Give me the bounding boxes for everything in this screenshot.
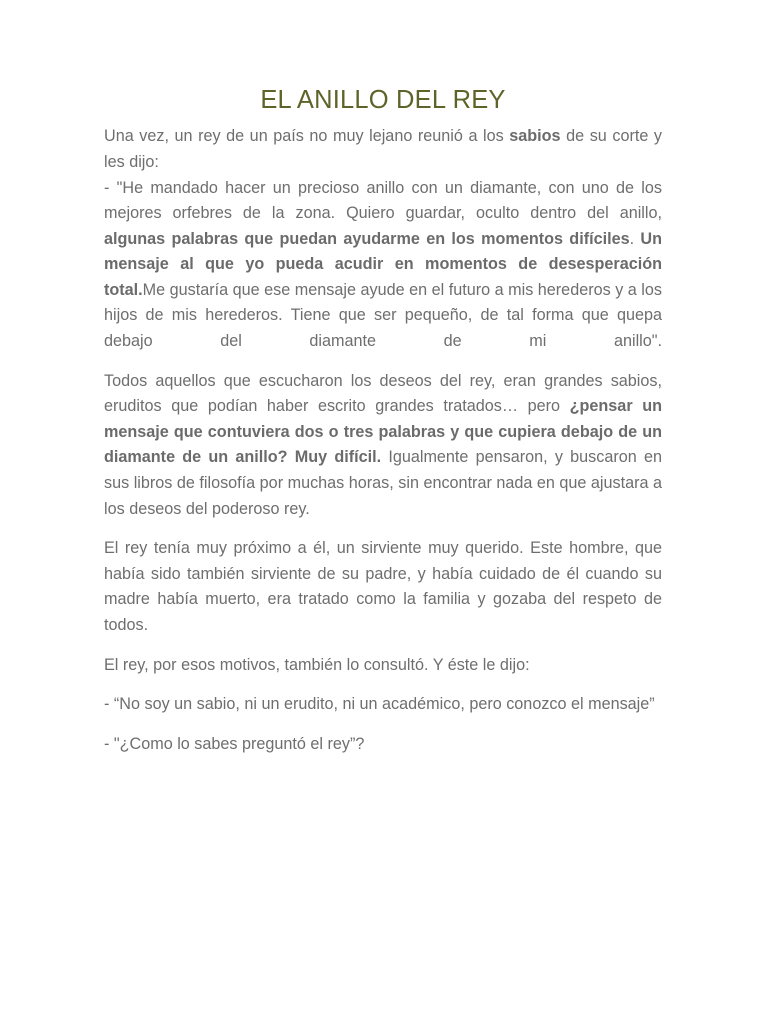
paragraph-king-request-bold-1: algunas palabras que puedan ayudarme en los momentos difíciles [104, 229, 630, 248]
paragraph-consult: El rey, por esos motivos, también lo consultó. Y éste le dijo: [104, 655, 530, 674]
paragraph-wise-men-bold: ¿pensar un mensaje que contuviera dos o tres palabras y que cupiera debajo de un diamante de un anillo? Muy difícil. [104, 397, 662, 467]
paragraph-wise-men-part-2: Igualmente pensaron, y buscaron en sus libros de filosofía por muchas horas, sin encontrar nada en que ajustara a los deseos del poderoso rey. [104, 448, 662, 518]
paragraph-intro-part-2: de su corte y les dijo: [104, 127, 662, 171]
document-body [104, 86, 662, 757]
paragraph-intro [104, 124, 662, 175]
paragraph-servant: El rey tenía muy próximo a él, un sirviente muy querido. Este hombre, que había sido también sirviente de su padre, y había cuidado de él cuando su madre había muerto, era tratado como la familia y gozaba del respeto de todos. [104, 539, 662, 634]
paragraph-servant-reply: - “No soy un sabio, ni un erudito, ni un académico, pero conozco el mensaje” [104, 695, 655, 714]
paragraph-king-request-part-2: Me gustaría que ese mensaje ayude en el futuro a mis herederos y a los hijos de mis herederos. Tiene que ser pequeño, de tal forma que quepa debajo del diamante de mi [104, 280, 662, 351]
paragraph-king-request-part-1: - "He mandado hacer un precioso anillo con un diamante, con uno de los mejores orfebres de la zona. Quiero guardar, oculto dentro del anillo, [104, 178, 662, 223]
paragraph-wise-men [104, 369, 662, 523]
paragraph-intro-bold-sabios: sabios [509, 127, 561, 146]
page-title-text: EL ANILLO DEL REY [260, 86, 506, 114]
paragraph-king-request-bold-2: Un mensaje al que yo pueda acudir en momentos de desesperación total. [104, 229, 662, 299]
paragraph-king-question: - "¿Como lo sabes preguntó el rey”? [104, 734, 365, 753]
paragraph-intro-part-1: Una vez, un rey de un país no muy lejano reunió a los [104, 127, 510, 146]
paragraph-king-request [104, 176, 662, 355]
paragraph-king-request-tail: anillo". [613, 332, 663, 351]
paragraph-wise-men-part-1: Todos aquellos que escucharon los deseos del rey, eran grandes sabios, eruditos que podían haber escrito grandes tratados… pero [104, 371, 662, 416]
page-title [104, 86, 662, 115]
paragraph-king-request-period: . [629, 229, 635, 248]
